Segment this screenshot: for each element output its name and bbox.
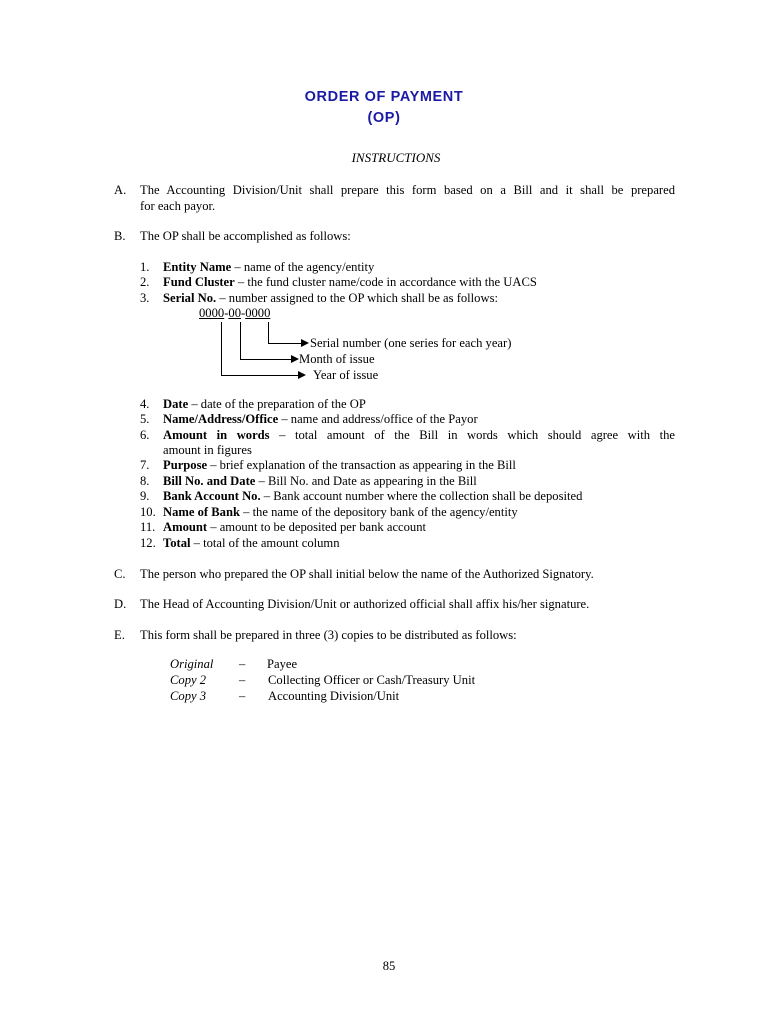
item-text: – date of the preparation of the OP (188, 397, 366, 411)
section-e-letter: E. (114, 628, 125, 642)
item-text: – amount to be deposited per bank account (207, 520, 427, 534)
list-item (163, 505, 518, 520)
section-a-line2: for each payor. (140, 199, 216, 213)
page-title: ORDER OF PAYMENT (304, 89, 464, 105)
arrow-right-icon (291, 355, 299, 363)
item-text: – the name of the depository bank of the agency/entity (239, 505, 518, 519)
copy-name: Copy 3 (170, 689, 207, 703)
year-connector-line (221, 322, 222, 376)
month-connector-line (240, 359, 292, 360)
item-number: 6. (140, 428, 150, 442)
copy-recipient: Collecting Officer or Cash/Treasury Unit (268, 673, 476, 687)
list-item (163, 428, 675, 443)
item-text: – Bank account number where the collection shall be deposited (260, 489, 583, 503)
item-label: Amount (163, 520, 208, 534)
item-number: 9. (140, 489, 150, 503)
page-number: 85 (382, 959, 396, 973)
serial-format (199, 306, 270, 322)
section-c-letter: C. (114, 567, 126, 581)
list-item (163, 291, 498, 306)
item-number: 2. (140, 275, 150, 289)
item-text: – Bill No. and Date as appearing in the Bill (255, 474, 477, 488)
item-text: – total of the amount column (190, 536, 340, 550)
item-number: 7. (140, 458, 150, 472)
copy-dash: – (239, 673, 246, 687)
list-item (163, 458, 516, 473)
item-label: Bank Account No. (163, 489, 261, 503)
serial-number-part: 0000 (245, 306, 271, 320)
item-number: 10. (140, 505, 156, 519)
item-text: – number assigned to the OP which shall be as follows: (216, 291, 498, 305)
item-label: Name/Address/Office (163, 412, 279, 426)
arrow-right-icon (301, 339, 309, 347)
section-d-text: The Head of Accounting Division/Unit or authorized official shall affix his/her signature. (140, 597, 590, 611)
item-text: – the fund cluster name/code in accordance with the UACS (234, 275, 537, 289)
list-item (163, 474, 477, 489)
item-label: Bill No. and Date (163, 474, 256, 488)
list-item (163, 489, 582, 504)
item-label: Total (163, 536, 191, 550)
item-text: – total amount of the Bill in words which should agree with the (269, 428, 675, 442)
month-connector-line (240, 322, 241, 360)
serial-connector-line (268, 343, 302, 344)
item-label: Serial No. (163, 291, 217, 305)
item-text: – name and address/office of the Payor (278, 412, 478, 426)
section-d-letter: D. (114, 597, 127, 611)
item-label: Date (163, 397, 189, 411)
serial-label-year: Year of issue (313, 368, 379, 382)
copy-dash: – (239, 657, 246, 671)
item-number: 12. (140, 536, 156, 550)
item-label: Entity Name (163, 260, 232, 274)
item-number: 4. (140, 397, 150, 411)
item-label: Purpose (163, 458, 208, 472)
item-label: Amount in words (163, 428, 270, 442)
section-b-letter: B. (114, 229, 126, 243)
item-label: Fund Cluster (163, 275, 235, 289)
serial-separator: - (240, 306, 246, 320)
list-item (163, 397, 366, 412)
arrow-right-icon (298, 371, 306, 379)
section-b-text: The OP shall be accomplished as follows: (140, 229, 351, 243)
list-item (163, 536, 340, 551)
item-number: 5. (140, 412, 150, 426)
serial-label-serial: Serial number (one series for each year) (310, 336, 512, 350)
serial-connector-line (268, 322, 269, 344)
list-item (163, 520, 426, 535)
item-continuation: amount in figures (163, 443, 252, 457)
copy-dash: – (239, 689, 246, 703)
section-a-line1: The Accounting Division/Unit shall prepare this form based on a Bill and it shall be prepared (140, 183, 675, 197)
copy-recipient: Accounting Division/Unit (268, 689, 400, 703)
list-item (163, 275, 537, 290)
instructions-heading: INSTRUCTIONS (351, 150, 441, 165)
item-number: 8. (140, 474, 150, 488)
list-item (163, 412, 478, 427)
copy-name: Original (170, 657, 214, 671)
section-a-letter: A. (114, 183, 127, 197)
page-subtitle: (OP) (367, 110, 401, 126)
section-e-text: This form shall be prepared in three (3) copies to be distributed as follows: (140, 628, 517, 642)
list-item (163, 260, 374, 275)
item-label: Name of Bank (163, 505, 240, 519)
item-text: – name of the agency/entity (231, 260, 375, 274)
serial-label-month: Month of issue (299, 352, 375, 366)
copy-name: Copy 2 (170, 673, 207, 687)
item-number: 11. (140, 520, 156, 534)
year-connector-line (221, 375, 299, 376)
serial-year-part: 0000 (199, 306, 225, 320)
section-c-text: The person who prepared the OP shall initial below the name of the Authorized Signatory. (140, 567, 594, 581)
copy-recipient: Payee (267, 657, 298, 671)
item-text: – brief explanation of the transaction as appearing in the Bill (207, 458, 516, 472)
item-number: 1. (140, 260, 150, 274)
item-number: 3. (140, 291, 150, 305)
serial-separator: - (224, 306, 229, 320)
serial-month-part: 00 (228, 306, 241, 320)
